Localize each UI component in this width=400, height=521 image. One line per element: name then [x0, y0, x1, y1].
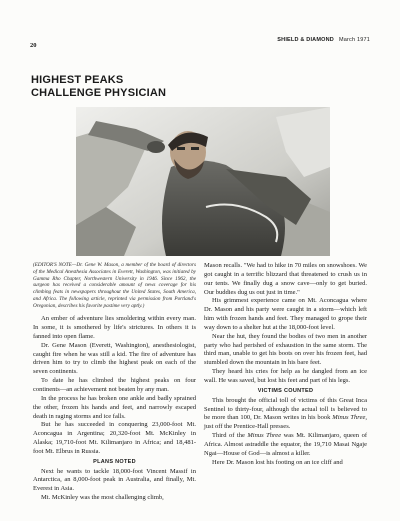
subhead-plans-noted: PLANS NOTED [93, 458, 136, 465]
climber-photo [76, 107, 330, 256]
paragraph: But he has succeeded in conquering 23,000-foot Mt. Aconcagua in Argentina; 20,320-foot Mt. McKinley in Alaska; 19,710-foot Mt. Kilimanjaro in Africa; and 18,481-foot Mt. Elbrus in Russia. [33, 421, 196, 455]
article-title [31, 74, 166, 99]
paragraph: They heard his cries for help as he dangled from an ice wall. He was saved, but lost his feet and part of his legs. [204, 368, 367, 384]
paragraph [204, 432, 367, 459]
book-title: Minus Three [247, 432, 282, 440]
paragraph: Mason recalls. "We had to hike in 70 miles on snowshoes. We got caught in a terrific blizzard that threatened to crush us in our tents. We finally dug a snow cave—only to get buried. Our buddies dug us out just in time." [204, 262, 367, 296]
right-column [204, 262, 367, 467]
book-title: Minus Three [332, 414, 366, 422]
text-run: Third of the [212, 432, 248, 440]
paragraph: His grimmest experience came on Mt. Aconcagua where Dr. Mason and his party were caught in a storm—which left him with frozen hands and feet. They managed to grope their way down to a shelter hut at the 18,000-foot level. [204, 297, 367, 331]
text-run: This brought the official toll of victims of this Great Inca Sentinel to thirty-four, although the actual toll is believed to be more than 100, Dr. Mason writes in his book [204, 396, 367, 422]
publication-name: SHIELD & DIAMOND [277, 37, 334, 43]
paragraph: Next he wants to tackle 18,000-foot Vincent Massif in Antarctica, an 8,000-foot peak in Australia, and finally, Mt. Everest in Asia. [33, 467, 196, 493]
title-line-2: CHALLENGE PHYSICIAN [31, 86, 167, 99]
paragraph: In the process he has broken one ankle and badly sprained the other, frozen his hands and feet, and narrowly escaped death in raging storms and ice falls. [33, 394, 196, 420]
paragraph: Mt. McKinley was the most challenging climb, [41, 494, 164, 502]
page-number: 20 [30, 42, 37, 49]
left-column [33, 262, 196, 503]
paragraph: Here Dr. Mason lost his footing on an ice cliff and [212, 458, 343, 466]
paragraph: An ember of adventure lies smoldering within every man. In some, it is smothered by life's strictures. In others it is fanned into open flame. [33, 315, 196, 340]
subhead-victims-counted: VICTIMS COUNTED [257, 387, 314, 394]
issue-date: March 1971 [338, 37, 370, 43]
text-run: was Mt. Kilimanjaro, queen of Africa. Almost astraddle the equator, the 19,710 Masai Ngaje Ngai—House of God—is almost a killer. [204, 432, 367, 457]
paragraph: To date he has climbed the highest peaks on four continents—an achievement not beaten by any man. [33, 377, 196, 393]
editor-note: (EDITOR'S NOTE—Dr. Gene W. Mason, a member of the board of directors of the Medical Anesthesia Associates in Everett, Washington, was initiated by Gamma Rho Chapter, Northwestern University in 1946. Since 1962, the surgeon has received a considerable amount of news coverage for his climbing feats in newspapers throughout the United States, South America, and Africa. The following article, reprinted via permission from Portland's Oregonian, describes his favorite pastime very aptly.) [33, 262, 196, 309]
paragraph: Near the hut, they found the bodies of two men in another party who had perished of exhaustion in the same storm. The third man, unable to get his boots on over his frozen feet, had stumbled down the mountain in his bare feet. [204, 332, 367, 367]
running-head [277, 37, 370, 43]
paragraph [204, 397, 367, 432]
title-line-1: HIGHEST PEAKS [31, 74, 124, 86]
paragraph: Dr. Gene Mason (Everett, Washington), anesthesiologist, caught fire when he was still a kid. The fire of adventure has driven him to try to climb the highest peak on each of the seven continents. [33, 341, 196, 376]
text-run: , just off the Prentice-Hall presses. [204, 414, 367, 431]
